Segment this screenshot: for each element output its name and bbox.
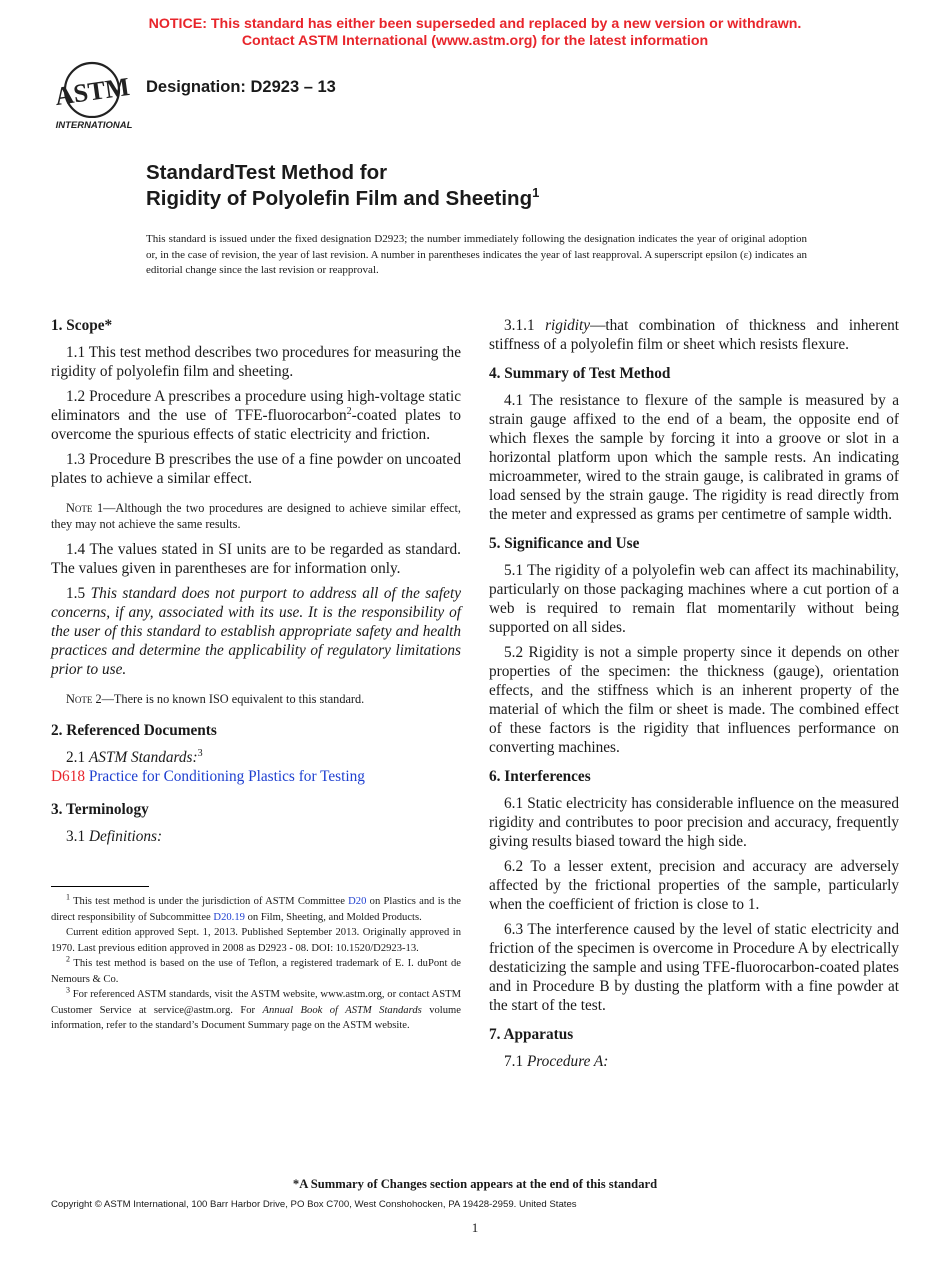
- issuance-statement: This standard is issued under the fixed designation D2923; the number immediately following the designation indicates the year of original adoption or, in the case of revision, the year of last revision. A number in parentheses indicates the year of last reapproval. A superscript epsilon (ε) indicates an editorial change since the last revision or reapproval.: [146, 233, 807, 276]
- footnote-2: $^2$ This test method is based on the use of Teflon, a registered trademark of E. I. duPont de Nemours & Co.: [51, 954, 461, 985]
- paragraph-4-1: 4.1 The resistance to flexure of the sample is measured by a strain gauge affixed to the end of a beam, the opposite end of which flexes the sample by forcing it into a groove or slot in a horizontal platform upon which the sample rests. An indicating microammeter, wired to the strain gauge, is calibrated in grams of load sensed by the strain gauge. The rigidity is read directly from the meter and expressed as grams per centimetre of sample width.: [489, 392, 899, 523]
- notice-line-2: Contact ASTM International (www.astm.org) for the latest information: [241, 33, 709, 49]
- notice-line-1: NOTICE: This standard has either been superseded and replaced by a new version or withdrawn.: [148, 16, 802, 32]
- paragraph-1-2: 1.2 Procedure A prescribes a procedure using high-voltage static eliminators and the use of TFE-fluorocarbon$^2$-coated plates to overcome the spurious effects of static electricity and friction.: [51, 388, 461, 443]
- section-heading: 6. Interferences: [489, 768, 591, 785]
- paragraph-5-2: 5.2 Rigidity is not a simple property since it depends on other properties of the specimen: the thickness (gauge), orientation effects, and the stiffness which is an inherent property of the material of which the film or sheet is made. The combined effect of these factors is the rigidity that influences performance on converting machines.: [489, 644, 899, 756]
- footnote-1: $^1$ This test method is under the jurisdiction of ASTM Committee D20 on Plastics and is the direct responsibility of Subcommittee D20.19 on Film, Sheeting, and Molded Products.: [51, 892, 461, 923]
- note-2: Note 2—There is no known ISO equivalent to this standard.: [66, 692, 365, 706]
- paragraph-3-1-1: 3.1.1 rigidity—that combination of thickness and inherent stiffness of a polyolefin film or sheet which resists flexure.: [489, 317, 900, 353]
- copyright-line: Copyright © ASTM International, 100 Barr Harbor Drive, PO Box C700, West Conshohocken, PA 19428-2959. United States: [51, 1199, 577, 1210]
- title-line-2: Rigidity of Polyolefin Film and Sheeting$^1$: [146, 185, 540, 210]
- designation: Designation: D2923 – 13: [146, 78, 336, 96]
- paragraph-7-1: 7.1 Procedure A:: [504, 1053, 609, 1070]
- section-heading: 3. Terminology: [51, 801, 149, 818]
- paragraph-1-5: 1.5 This standard does not purport to address all of the safety concerns, if any, associated with its use. It is the responsibility of the user of this standard to establish appropriate safety and health practices and determine the applicability of regulatory limitations prior to use.: [51, 585, 461, 678]
- right-column: [489, 316, 899, 1077]
- subcommittee-d20-19-link[interactable]: D20.19: [213, 911, 245, 923]
- paragraph-2-1: 2.1 ASTM Standards:$^3$: [66, 747, 203, 766]
- footnote-3: $^3$ For referenced ASTM standards, visit the ASTM website, www.astm.org, or contact ASTM Customer Service at service@astm.org. For Annual Book of ASTM Standards volume information, refer to the standard’s Document Summary page on the ASTM website.: [51, 985, 461, 1031]
- summary-of-changes-note: *A Summary of Changes section appears at the end of this standard: [292, 1177, 658, 1191]
- page-number: 1: [471, 1220, 479, 1235]
- footnotes: [51, 894, 461, 1034]
- left-column: [51, 316, 461, 852]
- title-footnote-mark: 1: [532, 185, 540, 201]
- document-title: [146, 160, 539, 212]
- section-heading: 2. Referenced Documents: [51, 722, 217, 739]
- note-1: Note 1—Although the two procedures are designed to achieve similar effect, they may not achieve the same results.: [51, 501, 461, 531]
- paragraph-3-1: 3.1 Definitions:: [66, 828, 163, 845]
- paragraph-6-2: 6.2 To a lesser extent, precision and accuracy are adversely affected by the frictional properties of the sample, particularly when the coefficient of friction is close to 1.: [489, 858, 899, 913]
- paragraph-5-1: 5.1 The rigidity of a polyolefin web can affect its machinability, particularly on those packaging machines where a cut portion of a web is required to remain flat momentarily without being supported on all sides.: [489, 562, 899, 636]
- logo-letters: ASTM: [52, 71, 132, 112]
- astm-logo: [52, 58, 136, 134]
- section-heading: 5. Significance and Use: [489, 535, 640, 552]
- paragraph-6-1: 6.1 Static electricity has considerable influence on the measured rigidity and contributes to poor precision and accuracy, frequently giving results biased toward the high side.: [489, 795, 899, 850]
- referenced-document-d618[interactable]: [51, 767, 461, 786]
- ref-title-link[interactable]: Practice for Conditioning Plastics for Testing: [85, 768, 365, 785]
- paragraph-6-3: 6.3 The interference caused by the level of static electricity and friction of the specimen is overcome in Procedure A by electrically destaticizing the sample and using TFE-fluorocarbon-coated plates and in Procedure B by dusting the platform with a fine powder at the start of the test.: [489, 921, 899, 1014]
- footnote-rule: [51, 886, 149, 887]
- footnote-edition: Current edition approved Sept. 1, 2013. Published September 2013. Originally approved in 1970. Last previous edition approved in 2008 as D2923 - 08. DOI: 10.1520/D2923-13.: [51, 927, 461, 954]
- section-heading: 4. Summary of Test Method: [489, 365, 671, 382]
- committee-d20-link[interactable]: D20: [348, 896, 367, 907]
- paragraph-1-1: 1.1 This test method describes two procedures for measuring the rigidity of polyolefin film and sheeting.: [51, 344, 461, 380]
- section-heading: 1. Scope*: [51, 317, 113, 334]
- paragraph-1-3: 1.3 Procedure B prescribes the use of a fine powder on uncoated plates to achieve a similar effect.: [51, 451, 461, 487]
- title-line-1: StandardTest Method for: [146, 161, 388, 184]
- withdrawal-notice: [0, 16, 950, 50]
- section-heading: 7. Apparatus: [489, 1026, 574, 1043]
- ref-code-link[interactable]: D618: [51, 768, 85, 785]
- logo-caption: INTERNATIONAL: [55, 120, 133, 131]
- paragraph-1-4: 1.4 The values stated in SI units are to be regarded as standard. The values given in parentheses are for information only.: [51, 541, 461, 577]
